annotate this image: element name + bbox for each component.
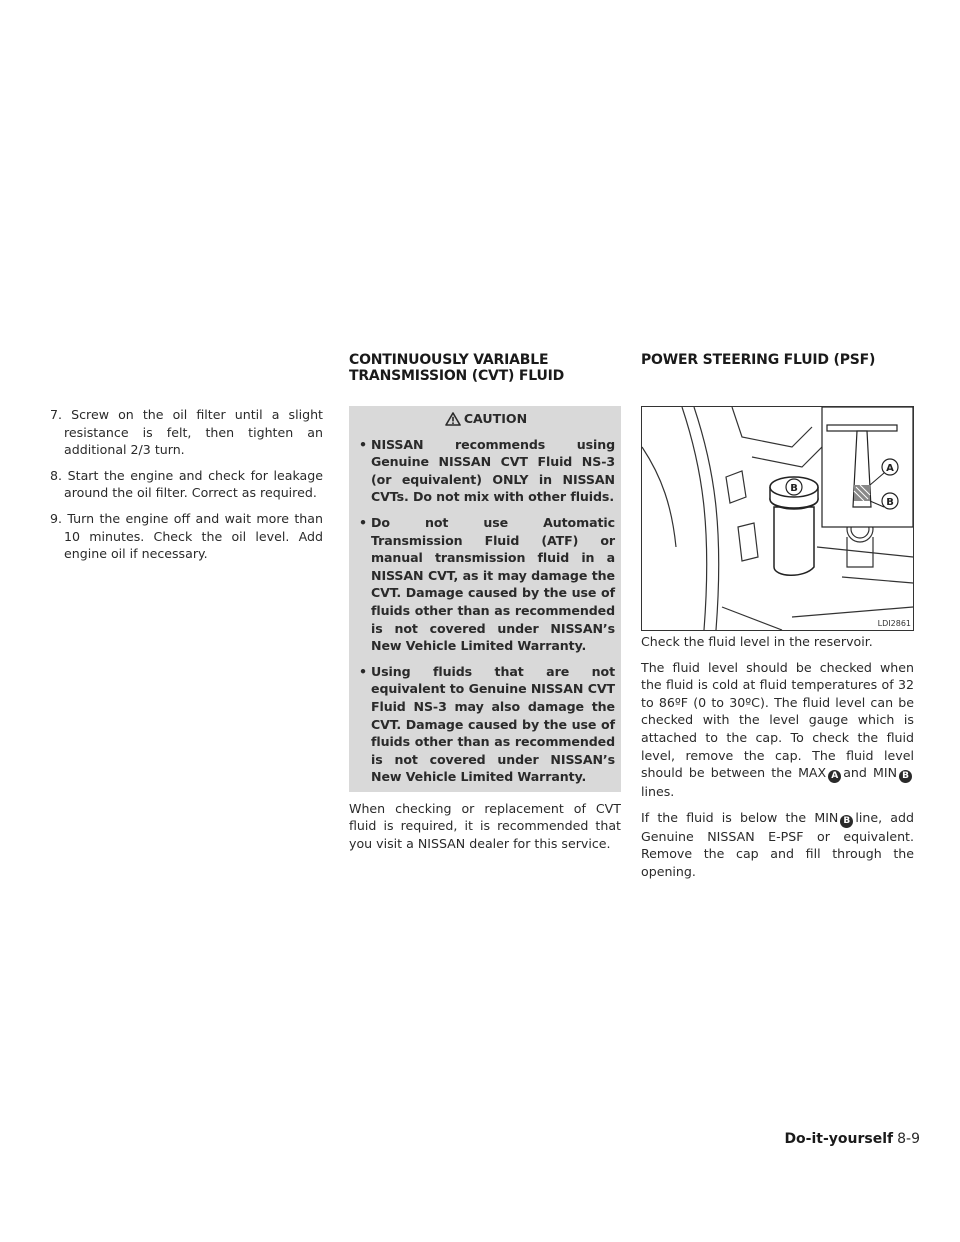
step-7 bbox=[50, 406, 323, 459]
caution-item-text: NISSAN recommends using Genuine NISSAN CVT Fluid NS-3 (or equivalent) ONLY in NISSAN CVTs. Do not mix with other fluids. bbox=[371, 436, 615, 505]
psf-p3-end: line, add Genuine NISSAN E-PSF or equivalent. Remove the cap and fill through the opening. bbox=[641, 809, 914, 879]
step-number: 9. bbox=[50, 510, 63, 526]
caution-list bbox=[357, 436, 615, 786]
caution-box bbox=[349, 406, 621, 792]
step-number: 7. bbox=[50, 407, 63, 422]
psf-paragraph-2 bbox=[641, 659, 914, 801]
marker-b-icon: B bbox=[840, 815, 853, 828]
caution-title: CAUTION bbox=[463, 411, 528, 426]
cvt-paragraph: When checking or replacement of CVT fluid is required, it is recommended that you visit a NISSAN dealer for this service. bbox=[349, 800, 621, 852]
step-9 bbox=[50, 510, 323, 563]
marker-b-icon: B bbox=[899, 770, 912, 783]
caution-header bbox=[357, 410, 615, 428]
column-psf bbox=[641, 406, 914, 889]
step-text: Turn the engine off and wait more than 10 minutes. Check the oil level. Add engine oil if necessary. bbox=[64, 510, 323, 562]
psf-paragraph-3 bbox=[641, 809, 914, 881]
page-number: 8-9 bbox=[897, 1131, 920, 1147]
caution-item-text: Using fluids that are not equivalent to Genuine NISSAN CVT Fluid NS-3 may also damage the CVT. Damage caused by the use of fluids other than as recommended is not covered under NISSAN’s New Vehicle Limited Warranty. bbox=[371, 663, 615, 785]
figure-label-a: A bbox=[886, 463, 894, 474]
page-footer bbox=[784, 1131, 920, 1147]
step-text: Screw on the oil filter until a slight resistance is felt, then tighten an additional 2/3 turn. bbox=[64, 407, 323, 458]
step-text: Start the engine and check for leakage around the oil filter. Correct as required. bbox=[64, 467, 323, 501]
psf-p2-text: The fluid level should be checked when the fluid is cold at fluid temperatures of 32 to 86ºF (0 to 30ºC). The fluid level can be checked with the level gauge which is attached to the cap. To check the fluid level, remove the cap. The fluid level should be between the MAX bbox=[641, 659, 914, 781]
caution-item bbox=[357, 514, 615, 655]
marker-a-icon: A bbox=[828, 770, 841, 783]
footer-section-title: Do-it-yourself bbox=[784, 1131, 894, 1147]
step-8 bbox=[50, 467, 323, 502]
caution-item-text: Do not use Automatic Transmission Fluid (ATF) or manual transmission fluid in a NISSAN CVT, as it may damage the CVT. Damage caused by the use of fluids other than as recommended is not covered under NISSAN’s New Vehicle Limited Warranty. bbox=[371, 514, 615, 654]
column-oil-filter-steps bbox=[50, 406, 323, 571]
bullet: • bbox=[359, 514, 367, 530]
column-cvt bbox=[349, 406, 621, 853]
psf-p3-start: If the fluid is below the MIN bbox=[641, 809, 839, 825]
figure-label-b: B bbox=[886, 497, 894, 508]
psf-paragraph-1: Check the fluid level in the reservoir. bbox=[641, 634, 873, 649]
psf-heading: POWER STEERING FLUID (PSF) bbox=[641, 352, 876, 368]
figure-code: LDI2861 bbox=[877, 619, 911, 628]
warning-triangle-icon bbox=[445, 412, 461, 426]
caution-item bbox=[357, 436, 615, 506]
step-number: 8. bbox=[50, 467, 63, 483]
reservoir-illustration bbox=[642, 407, 913, 630]
psf-p2-end: lines. bbox=[641, 784, 675, 800]
step-list bbox=[50, 406, 323, 563]
psf-p2-mid: and MIN bbox=[843, 765, 898, 781]
cap-letter: B bbox=[790, 483, 798, 494]
bullet: • bbox=[359, 436, 367, 452]
cvt-heading: CONTINUOUSLY VARIABLE TRANSMISSION (CVT) FLUID bbox=[349, 352, 565, 384]
psf-reservoir-figure bbox=[641, 406, 914, 631]
caution-item bbox=[357, 663, 615, 786]
bullet: • bbox=[359, 663, 367, 679]
